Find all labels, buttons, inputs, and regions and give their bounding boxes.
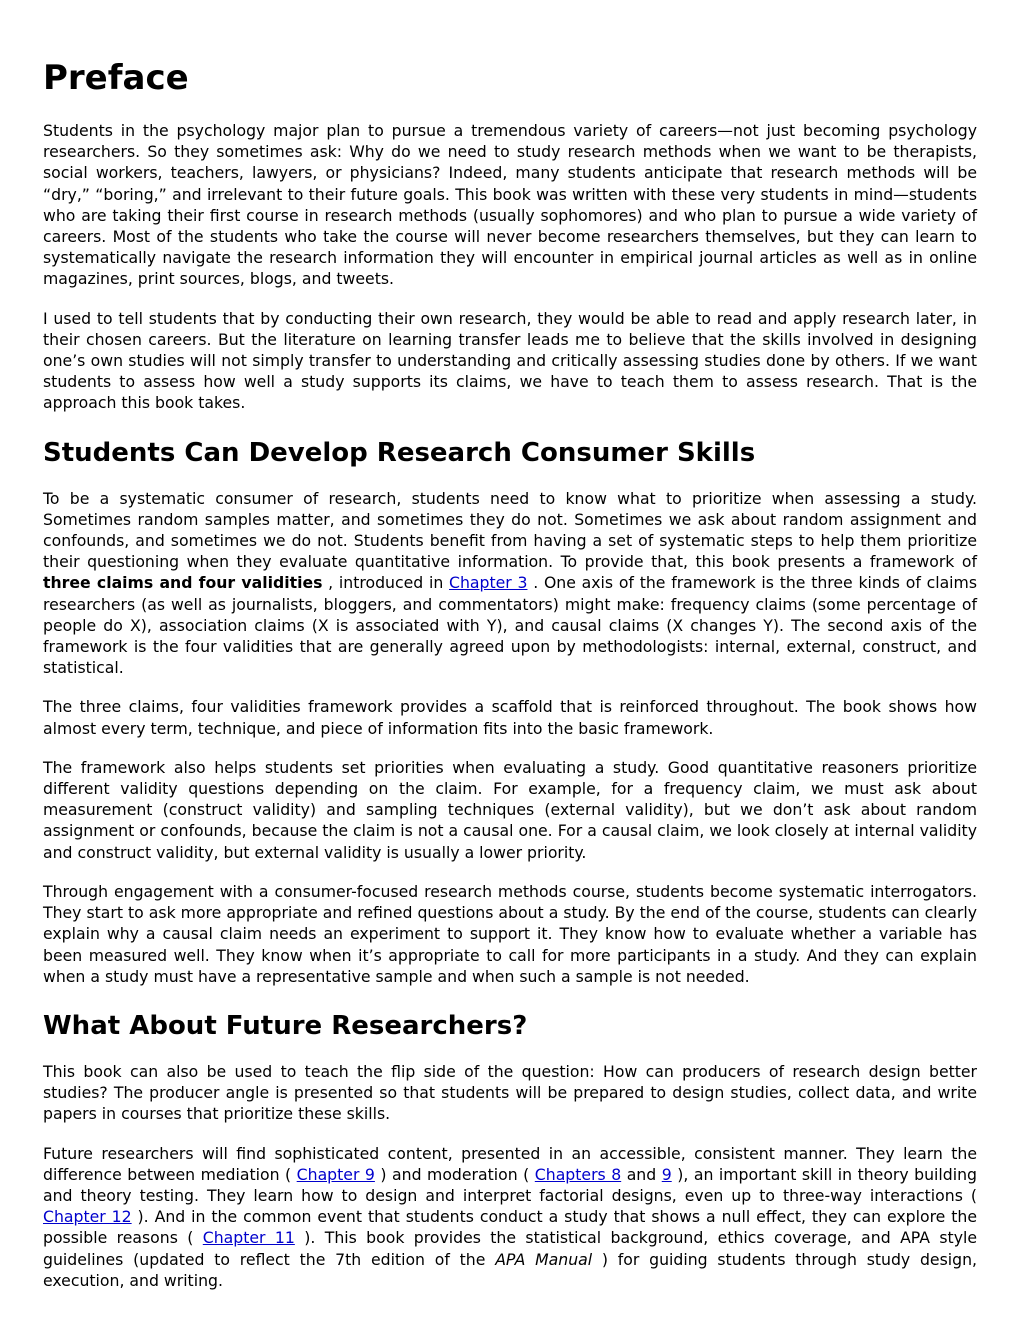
chapter-3-link[interactable]: Chapter 3 [449,573,528,593]
chapters-8-link[interactable]: Chapters 8 [534,1164,622,1184]
section-heading-consumer-skills: Students Can Develop Research Consumer Skills [43,437,756,468]
chapter-9-link[interactable]: Chapter 9 [296,1164,375,1184]
text-span: ) for guiding students through study design, execution, and writing. [43,1249,978,1290]
text-span: . One axis of the framework is the three kinds of claims researchers (as well as journalists, bloggers, and commentators) might make: frequency claims (some percentage of people do X), association claims (X is associated with Y), and causal claims (X changes Y). The second axis of the framework is the four validities that are generally agreed upon by methodologists: internal, external, construct, and statistical. [43,573,977,678]
text-span: ). And in the common event that students conduct a study that shows a null effect, they can explore the possible reasons ( [43,1207,978,1248]
text-span: , introduced in [322,573,450,593]
text-span: ) and moderation ( [374,1164,535,1184]
consumer-paragraph-4: Through engagement with a consumer-focused research methods course, students become systematic interrogators. They start to ask more appropriate and refined questions about a study. By the end of the course, students can clearly explain why a causal claim needs an experiment to support it. They know how to evaluate whether a variable has been measured well. They know when it’s appropriate to call for more participants in a study. And they can explain when a study must have a representative sample and when such a sample is not needed. [43,881,977,986]
text-span: and [621,1164,662,1184]
text-span: ). This book provides the statistical background, ethics coverage, and APA style guidelines (updated to reflect the 7th edition of the [43,1228,978,1269]
researchers-paragraph-1: This book can also be used to teach the flip side of the question: How can producers of research design better studies? The producer angle is presented so that students will be prepared to design studies, collect data, and write papers in courses that prioritize these skills. [43,1061,977,1124]
bold-term: three claims and four validities [43,573,323,593]
intro-paragraph-1: Students in the psychology major plan to pursue a tremendous variety of careers—not just becoming psychology researchers. So they sometimes ask: Why do we need to study research methods when we want to be therapists, social workers, teachers, lawyers, or physicians? Indeed, many students anticipate that research methods will be “dry,” “boring,” and irrelevant to their future goals. This book was written with these very students in mind—students who are taking their first course in research methods (usually sophomores) and who plan to pursue a wide variety of careers. Most of the students who take the course will never become researchers themselves, but they can learn to systematically navigate the research information they will encounter in empirical journal articles as well as in online magazines, print sources, blogs, and tweets. [43,121,977,289]
consumer-paragraph-2: The three claims, four validities framework provides a scaffold that is reinforced throughout. The book shows how almost every term, technique, and piece of information fits into the basic framework. [43,697,977,738]
consumer-paragraph-1 [43,488,977,679]
text-span: Future researchers will find sophisticated content, presented in an accessible, consistent manner. They learn the difference between mediation ( [43,1143,977,1184]
text-span: To be a systematic consumer of research, students need to know what to prioritize when assessing a study. Sometimes random samples matter, and sometimes they do not. Sometimes we ask about random assignment and confounds, and sometimes we do not. Students benefit from having a set of systematic steps to help them prioritize their questioning when they evaluate quantitative information. To provide that, this book presents a framework of [43,488,977,572]
text-span: ), an important skill in theory building and theory testing. They learn how to design and interpret factorial designs, even up to three-way interactions ( [43,1164,977,1205]
intro-paragraph-2: I used to tell students that by conducting their own research, they would be able to read and apply research later, in their chosen careers. But the literature on learning transfer leads me to believe that the skills involved in designing one’s own studies will not simply transfer to understanding and critically assessing studies done by others. If we want students to assess how well a study supports its claims, we have to teach them to assess research. That is the approach this book takes. [43,308,977,413]
chapter-11-link[interactable]: Chapter 11 [202,1228,295,1248]
chapter-9-short-link[interactable]: 9 [661,1164,672,1184]
chapter-12-link[interactable]: Chapter 12 [43,1207,132,1227]
document-page [43,56,977,1309]
page-title: Preface [43,58,189,98]
consumer-paragraph-3: The framework also helps students set priorities when evaluating a study. Good quantitative reasoners prioritize different validity questions depending on the claim. For example, for a frequency claim, we must ask about measurement (construct validity) and sampling techniques (external validity), but we don’t ask about random assignment or confounds, because the claim is not a causal one. For a causal claim, we look closely at internal validity and construct validity, but external validity is usually a lower priority. [43,757,977,862]
section-heading-future-researchers: What About Future Researchers? [43,1010,528,1041]
researchers-paragraph-2 [43,1143,977,1291]
italic-title: APA Manual [495,1249,593,1269]
